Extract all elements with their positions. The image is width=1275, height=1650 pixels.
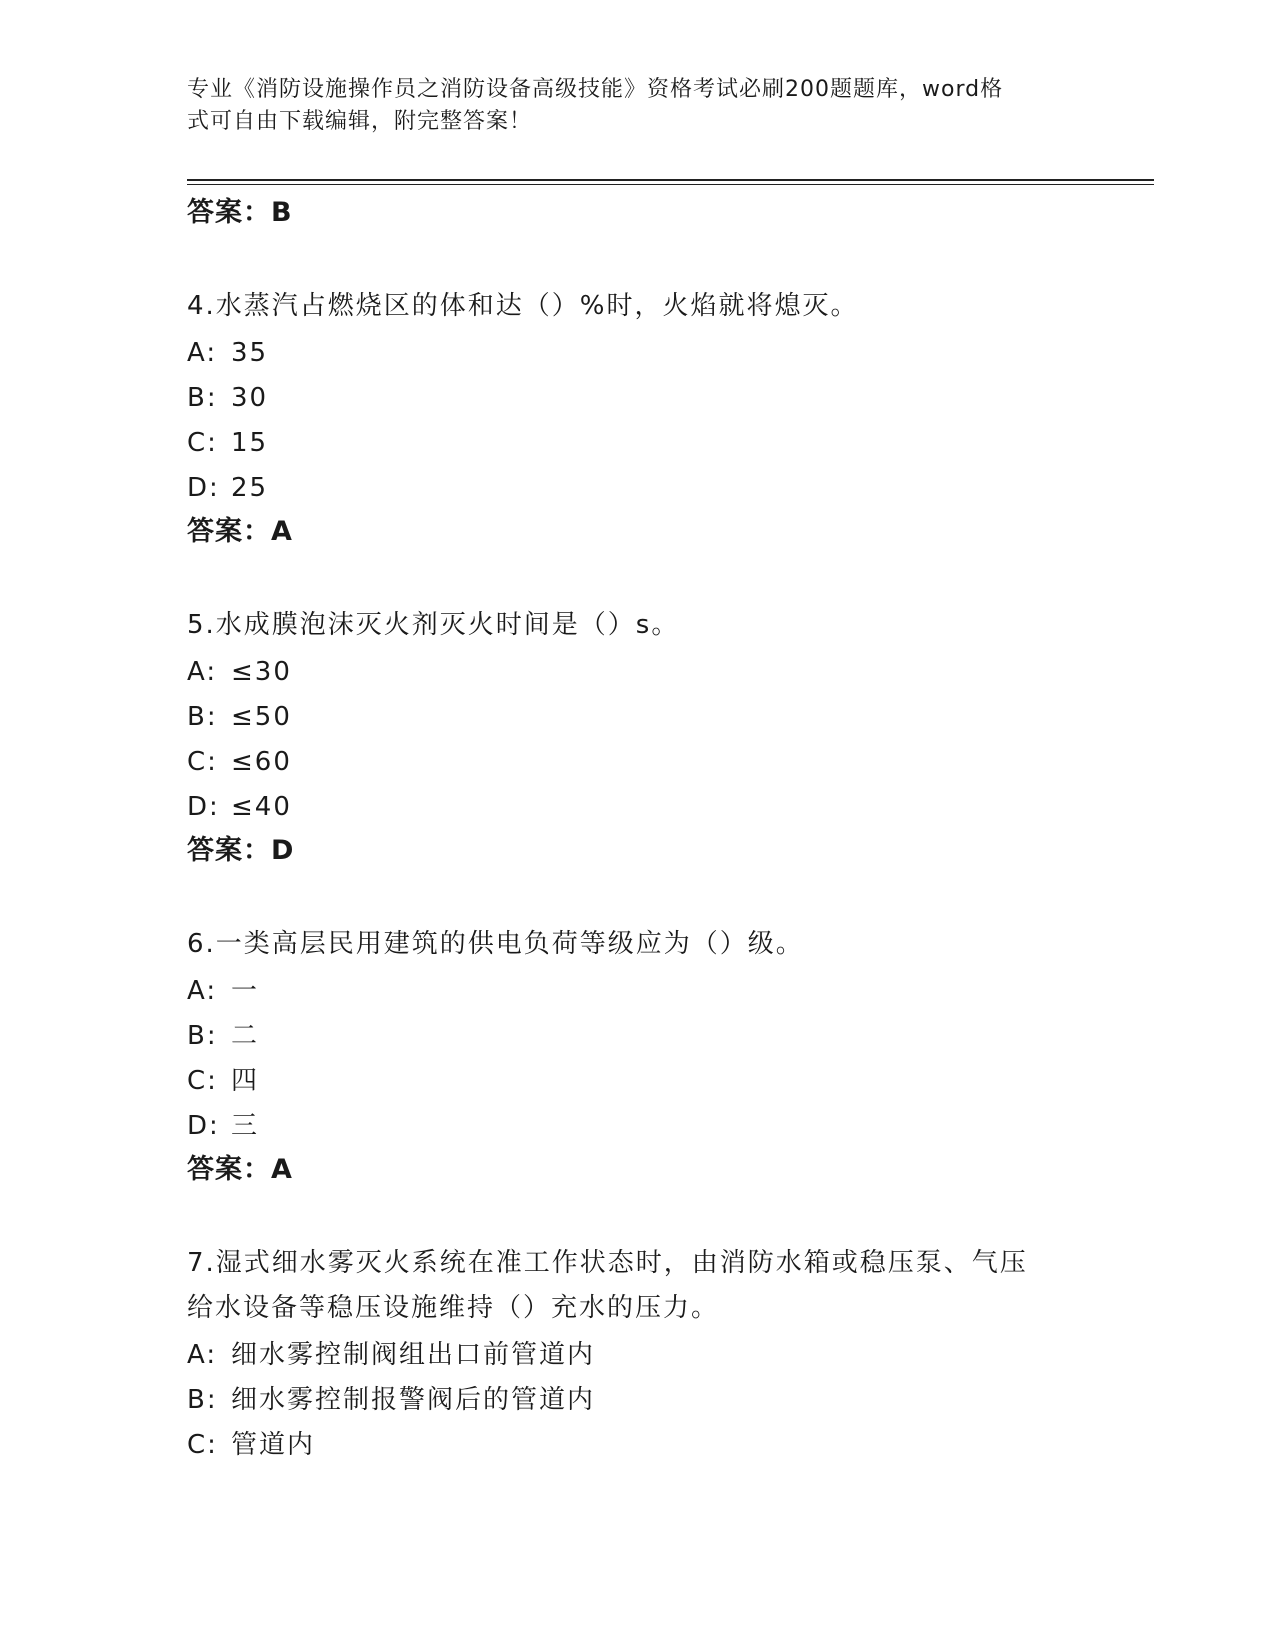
option-key: B: — [187, 1385, 218, 1415]
option-key: D: — [187, 1111, 220, 1141]
option-c — [187, 740, 1067, 785]
option-text: 一 — [231, 976, 260, 1006]
question-5 — [187, 603, 1067, 872]
option-text: 管道内 — [231, 1430, 316, 1460]
option-a — [187, 331, 1067, 376]
option-b — [187, 1378, 1067, 1423]
header-divider-thin — [187, 184, 1154, 185]
option-text: 四 — [231, 1066, 260, 1096]
option-key: A: — [187, 1340, 218, 1370]
option-text: ≤40 — [231, 792, 292, 822]
option-text: 细水雾控制报警阀后的管道内 — [231, 1385, 596, 1415]
option-c — [187, 1059, 1067, 1104]
option-a — [187, 650, 1067, 695]
option-text: 细水雾控制阀组出口前管道内 — [231, 1340, 596, 1370]
option-d — [187, 785, 1067, 830]
question-4 — [187, 284, 1067, 553]
option-key: A: — [187, 338, 218, 368]
option-key: A: — [187, 976, 218, 1006]
answer: 答案：D — [187, 835, 295, 866]
option-a — [187, 969, 1067, 1014]
option-key: C: — [187, 1066, 218, 1096]
option-text: 25 — [231, 473, 269, 503]
option-b — [187, 1014, 1067, 1059]
option-key: C: — [187, 428, 218, 458]
option-text: ≤60 — [231, 747, 292, 777]
option-key: C: — [187, 1430, 218, 1460]
question-stem: 4.水蒸汽占燃烧区的体和达（）%时，火焰就将熄灭。 — [187, 291, 859, 321]
question-7 — [187, 1241, 1067, 1468]
option-text: 二 — [231, 1021, 260, 1051]
option-d — [187, 466, 1067, 511]
header-divider-thick — [187, 179, 1154, 181]
option-text: ≤30 — [231, 657, 292, 687]
question-stem-line-2: 给水设备等稳压设施维持（）充水的压力。 — [187, 1293, 720, 1323]
option-text: 35 — [231, 338, 269, 368]
option-key: D: — [187, 792, 220, 822]
question-6 — [187, 922, 1067, 1191]
option-key: B: — [187, 383, 218, 413]
question-stem: 6.一类高层民用建筑的供电负荷等级应为（）级。 — [187, 929, 804, 959]
answer: 答案：A — [187, 1154, 293, 1185]
option-key: B: — [187, 702, 218, 732]
option-b — [187, 376, 1067, 421]
question-list — [187, 192, 1067, 1468]
option-text: ≤50 — [231, 702, 292, 732]
option-b — [187, 695, 1067, 740]
option-text: 15 — [231, 428, 269, 458]
option-key: D: — [187, 473, 220, 503]
option-key: C: — [187, 747, 218, 777]
question-stem-line-1: 7.湿式细水雾灭火系统在准工作状态时，由消防水箱或稳压泵、气压 — [187, 1248, 1028, 1278]
option-key: B: — [187, 1021, 218, 1051]
question-stem — [187, 1241, 1067, 1331]
option-c — [187, 421, 1067, 466]
answer: 答案：A — [187, 516, 293, 547]
header-line-2: 式可自由下载编辑，附完整答案！ — [187, 109, 533, 134]
option-c — [187, 1423, 1067, 1468]
option-text: 三 — [231, 1111, 260, 1141]
document-header — [187, 74, 1067, 138]
header-line-1: 专业《消防设施操作员之消防设备高级技能》资格考试必刷200题题库，word格 — [187, 77, 1004, 102]
option-d — [187, 1104, 1067, 1149]
option-text: 30 — [231, 383, 269, 413]
option-a — [187, 1333, 1067, 1378]
previous-answer: 答案：B — [187, 197, 293, 228]
option-key: A: — [187, 657, 218, 687]
question-stem: 5.水成膜泡沫灭火剂灭火时间是（）s。 — [187, 610, 680, 640]
